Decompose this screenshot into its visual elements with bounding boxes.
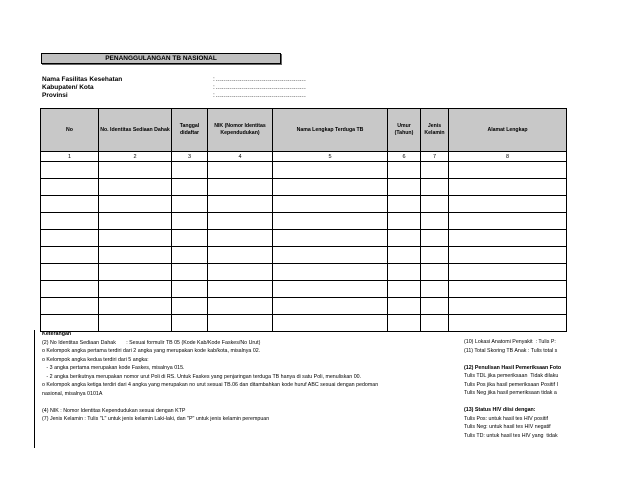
table-cell[interactable]: [449, 281, 567, 298]
table-cell[interactable]: [388, 230, 421, 247]
table-cell[interactable]: [388, 196, 421, 213]
column-header: Jenis Kelamin: [421, 109, 449, 152]
column-number: 1: [41, 152, 99, 162]
table-cell[interactable]: [421, 315, 449, 332]
note-line: Tulis TDL jika pemeriksaan Tidak dilaku: [464, 373, 559, 379]
table-row: [41, 162, 567, 179]
table-cell[interactable]: [41, 298, 99, 315]
note-line: Tulis Pos: untuk hasil tes HIV positif: [464, 415, 549, 422]
table-row: [41, 230, 567, 247]
note-line: (10) Lokasi Anatomi Penyakit : Tulis P:: [464, 339, 556, 345]
table-cell[interactable]: [273, 230, 388, 247]
table-cell[interactable]: [208, 196, 273, 213]
column-number: 7: [421, 152, 449, 162]
table-cell[interactable]: [449, 162, 567, 179]
column-number: 3: [172, 152, 208, 162]
table-cell[interactable]: [388, 281, 421, 298]
table-cell[interactable]: [273, 179, 388, 196]
table-cell[interactable]: [41, 179, 99, 196]
column-number: 5: [273, 152, 388, 162]
table-cell[interactable]: [41, 315, 99, 332]
table-row: [41, 298, 567, 315]
table-cell[interactable]: [208, 264, 273, 281]
table-cell[interactable]: [449, 247, 567, 264]
table-cell[interactable]: [421, 179, 449, 196]
table-cell[interactable]: [421, 298, 449, 315]
note-line: Tulis TD: untuk hasil tes HIV yang tidak: [464, 432, 558, 439]
table-cell[interactable]: [99, 179, 172, 196]
column-header: No. Identitas Sediaan Dahak: [99, 109, 172, 152]
table-cell[interactable]: [99, 196, 172, 213]
note-line: Keterangan: [42, 331, 72, 337]
table-cell[interactable]: [99, 315, 172, 332]
column-number: 4: [208, 152, 273, 162]
table-cell[interactable]: [273, 213, 388, 230]
column-header: Umur (Tahun): [388, 109, 421, 152]
table-cell[interactable]: [41, 247, 99, 264]
note-line: o Kelompok angka pertama terdiri dari 2 angka yang merupakan kode kab/kota, misalnya 02.: [42, 348, 261, 354]
left-border: [34, 330, 35, 448]
table-cell[interactable]: [41, 162, 99, 179]
note-line: - 2 angka berikutnya merupakan nomor urut Poli di RS. Untuk Faskes yang penjaringan terduga TB hanya di satu Poli, menuliskan 00.: [42, 373, 362, 380]
table-cell[interactable]: [273, 298, 388, 315]
note-line: Tulis Neg jika hasil pemeriksaan tidak a: [464, 390, 557, 396]
notes-left: [42, 330, 378, 424]
table-cell[interactable]: [449, 264, 567, 281]
table-cell[interactable]: [273, 315, 388, 332]
table-cell[interactable]: [421, 213, 449, 230]
table-cell[interactable]: [273, 264, 388, 281]
table-cell[interactable]: [99, 230, 172, 247]
table-cell[interactable]: [273, 247, 388, 264]
table-cell[interactable]: [99, 162, 172, 179]
table-cell[interactable]: [99, 264, 172, 281]
province-field[interactable]: : ………………………………………: [213, 92, 306, 99]
table-cell[interactable]: [208, 298, 273, 315]
note-line: (4) NIK : Nomor Identitas Kependudukan sesuai dengan KTP: [42, 407, 186, 414]
table-row: [41, 179, 567, 196]
table-cell[interactable]: [41, 281, 99, 298]
table-cell[interactable]: [208, 315, 273, 332]
note-line: Tulis Neg: untuk hasil tes HIV negatif: [464, 424, 551, 430]
table-cell[interactable]: [99, 298, 172, 315]
city-field[interactable]: : ………………………………………: [213, 84, 306, 91]
note-line: (11) Total Skoring TB Anak : Tulis total s: [464, 347, 558, 354]
column-number: 8: [449, 152, 567, 162]
table-cell[interactable]: [208, 213, 273, 230]
form-title: PENANGGULANGAN TB NASIONAL: [41, 53, 281, 64]
table-cell[interactable]: [172, 298, 208, 315]
table-cell[interactable]: [273, 162, 388, 179]
table-cell[interactable]: [421, 264, 449, 281]
table-cell[interactable]: [41, 230, 99, 247]
table-cell[interactable]: [41, 213, 99, 230]
table-row: [41, 247, 567, 264]
notes-right: [464, 338, 566, 440]
table-cell[interactable]: [421, 230, 449, 247]
table-cell[interactable]: [41, 196, 99, 213]
note-line: (2) No Identitas Sediaan Dahak : Sesuai formulir TB 05 (Kode Kab/Kode Faskes/No Urut): [42, 339, 261, 346]
facility-name-field[interactable]: : ………………………………………: [213, 76, 306, 83]
note-line: o Kelompok angka kedua terdiri dari 5 angka:: [42, 356, 149, 363]
table-row: [41, 315, 567, 332]
column-header: NIK (Nomor Identitas Kependudukan): [208, 109, 273, 152]
column-number: 6: [388, 152, 421, 162]
table-cell[interactable]: [388, 298, 421, 315]
note-line: (13) Status HIV diisi dengan:: [464, 407, 536, 413]
table-row: [41, 281, 567, 298]
note-line: [42, 398, 378, 407]
table-cell[interactable]: [99, 213, 172, 230]
table-cell[interactable]: [449, 179, 567, 196]
table-cell[interactable]: [421, 196, 449, 213]
column-header: Nama Lengkap Terduga TB: [273, 109, 388, 152]
table-cell[interactable]: [99, 247, 172, 264]
table-cell[interactable]: [208, 230, 273, 247]
table-cell[interactable]: [172, 196, 208, 213]
table-row: [41, 264, 567, 281]
register-table: [40, 108, 567, 332]
note-line: (12) Penulisan Hasil Pemeriksaan Foto: [464, 364, 562, 371]
table-row: [41, 196, 567, 213]
province-label: Provinsi: [42, 92, 68, 99]
table-cell[interactable]: [208, 162, 273, 179]
column-header: Alamat Lengkap: [449, 109, 567, 152]
note-line: [464, 398, 566, 407]
column-header: Tanggal didaftar: [172, 109, 208, 152]
table-row: [41, 213, 567, 230]
table-cell[interactable]: [449, 298, 567, 315]
table-cell[interactable]: [388, 179, 421, 196]
note-line: nasional, misalnya 0101A: [42, 390, 103, 397]
note-line: o Kelompok angka ketiga terdiri dari 4 angka yang merupakan no urut sesuai TB.06 dan ditambahkan kode huruf ABC sesuai dengan pedoman: [42, 382, 379, 388]
table-cell[interactable]: [208, 281, 273, 298]
table-cell[interactable]: [172, 247, 208, 264]
table-cell[interactable]: [273, 281, 388, 298]
table-cell[interactable]: [388, 162, 421, 179]
column-header: No: [41, 109, 99, 152]
note-line: - 3 angka pertama merupakan kode Faskes, misalnya 015.: [42, 365, 185, 371]
table-cell[interactable]: [421, 281, 449, 298]
table-cell[interactable]: [41, 264, 99, 281]
table-cell[interactable]: [449, 230, 567, 247]
table-cell[interactable]: [208, 179, 273, 196]
table-cell[interactable]: [208, 247, 273, 264]
table-cell[interactable]: [172, 179, 208, 196]
note-line: [464, 355, 566, 364]
table-cell[interactable]: [172, 162, 208, 179]
table-cell[interactable]: [172, 264, 208, 281]
facility-name-label: Nama Fasilitas Kesehatan: [42, 76, 123, 83]
table-cell[interactable]: [449, 213, 567, 230]
note-line: (7) Jenis Kelamin : Tulis "L" untuk jenis kelamin Laki-laki, dan "P" untuk jenis kelamin perempuan: [42, 416, 270, 422]
table-cell[interactable]: [388, 213, 421, 230]
table-cell[interactable]: [421, 247, 449, 264]
note-line: Tulis Pos jika hasil pemeriksaan Positif I: [464, 381, 559, 388]
table-cell[interactable]: [388, 315, 421, 332]
city-label: Kabupaten/ Kota: [42, 84, 94, 91]
table-cell[interactable]: [388, 264, 421, 281]
column-number: 2: [99, 152, 172, 162]
table-cell[interactable]: [172, 213, 208, 230]
table-cell[interactable]: [172, 281, 208, 298]
table-cell[interactable]: [99, 281, 172, 298]
table-cell[interactable]: [388, 247, 421, 264]
table-cell[interactable]: [172, 230, 208, 247]
table-cell[interactable]: [273, 196, 388, 213]
table-cell[interactable]: [172, 315, 208, 332]
table-cell[interactable]: [421, 162, 449, 179]
table-cell[interactable]: [449, 315, 567, 332]
table-cell[interactable]: [449, 196, 567, 213]
column-number-row: [41, 152, 567, 162]
